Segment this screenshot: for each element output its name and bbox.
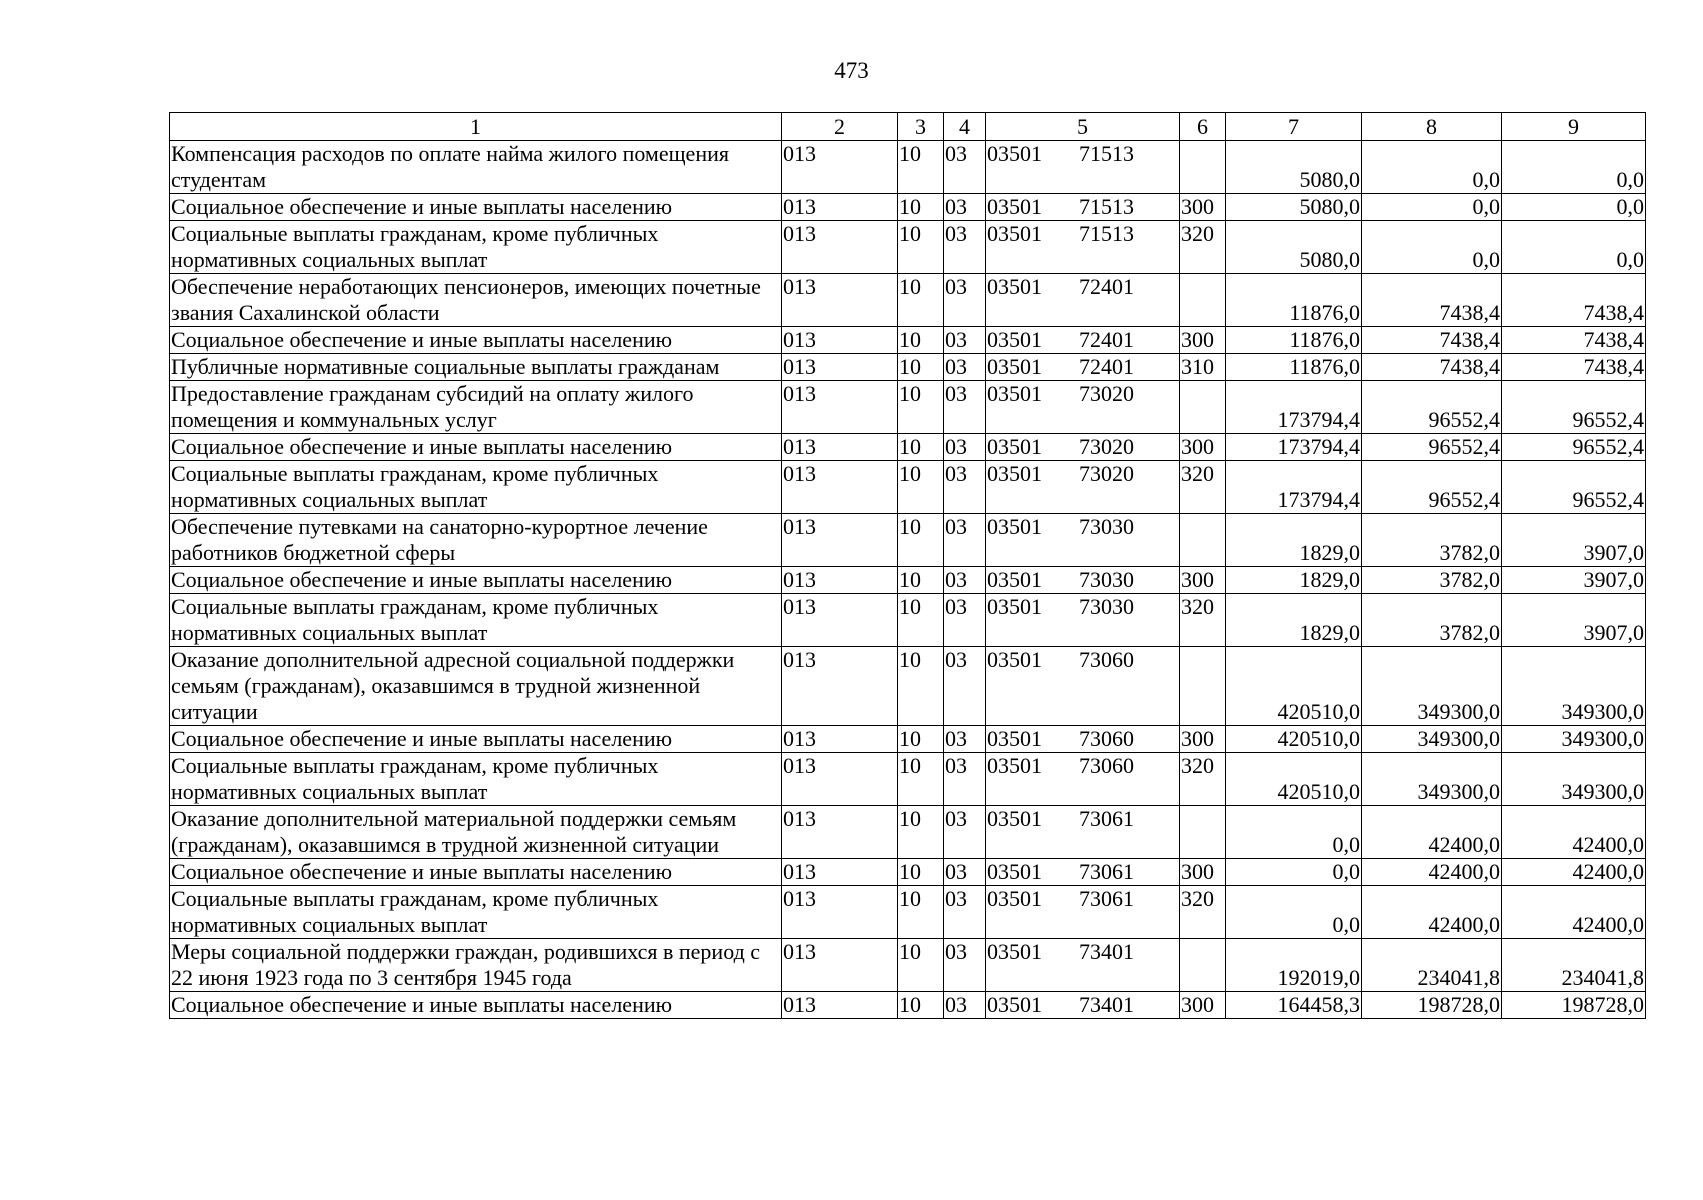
code-section: 10 — [898, 594, 944, 647]
code-target — [986, 514, 1180, 567]
table-row — [170, 434, 1646, 461]
amount-col-9: 0,0 — [1502, 141, 1646, 194]
code-direction: 73401 — [1079, 939, 1134, 964]
amount-col-9: 96552,4 — [1502, 434, 1646, 461]
header-cell-2: 2 — [782, 113, 898, 141]
amount-col-9: 42400,0 — [1502, 886, 1646, 939]
table-row — [170, 594, 1646, 647]
code-ministry: 013 — [782, 381, 898, 434]
amount-col-7: 1829,0 — [1226, 594, 1362, 647]
code-program: 03501 — [987, 354, 1042, 379]
table-row — [170, 327, 1646, 354]
amount-col-9: 7438,4 — [1502, 354, 1646, 381]
item-name: Социальное обеспечение и иные выплаты населению — [170, 992, 782, 1019]
code-section: 10 — [898, 886, 944, 939]
code-subsection: 03 — [944, 806, 986, 859]
code-target — [986, 594, 1180, 647]
amount-col-8: 3782,0 — [1362, 514, 1502, 567]
table-row — [170, 514, 1646, 567]
amount-col-8: 7438,4 — [1362, 274, 1502, 327]
code-section: 10 — [898, 221, 944, 274]
code-ministry: 013 — [782, 647, 898, 726]
code-ministry: 013 — [782, 434, 898, 461]
code-ministry: 013 — [782, 939, 898, 992]
amount-col-8: 96552,4 — [1362, 434, 1502, 461]
code-section: 10 — [898, 434, 944, 461]
amount-col-8: 349300,0 — [1362, 647, 1502, 726]
code-expense-type — [1180, 141, 1226, 194]
amount-col-8: 96552,4 — [1362, 461, 1502, 514]
code-program: 03501 — [987, 381, 1042, 406]
code-subsection: 03 — [944, 647, 986, 726]
table-row — [170, 647, 1646, 726]
code-program: 03501 — [987, 726, 1042, 751]
code-target — [986, 567, 1180, 594]
amount-col-7: 1829,0 — [1226, 567, 1362, 594]
code-expense-type: 320 — [1180, 221, 1226, 274]
code-section: 10 — [898, 753, 944, 806]
table-row — [170, 381, 1646, 434]
code-subsection: 03 — [944, 141, 986, 194]
amount-col-9: 349300,0 — [1502, 726, 1646, 753]
item-name: Компенсация расходов по оплате найма жилого помещения студентам — [170, 141, 782, 194]
amount-col-8: 198728,0 — [1362, 992, 1502, 1019]
amount-col-7: 11876,0 — [1226, 327, 1362, 354]
code-expense-type: 300 — [1180, 434, 1226, 461]
code-ministry: 013 — [782, 806, 898, 859]
amount-col-9: 96552,4 — [1502, 461, 1646, 514]
amount-col-9: 0,0 — [1502, 221, 1646, 274]
code-program: 03501 — [987, 461, 1042, 486]
code-target — [986, 992, 1180, 1019]
code-expense-type: 320 — [1180, 753, 1226, 806]
amount-col-9: 42400,0 — [1502, 806, 1646, 859]
code-section: 10 — [898, 141, 944, 194]
code-section: 10 — [898, 806, 944, 859]
code-expense-type — [1180, 514, 1226, 567]
code-program: 03501 — [987, 594, 1042, 619]
code-program: 03501 — [987, 567, 1042, 592]
code-program: 03501 — [987, 141, 1042, 166]
amount-col-9: 198728,0 — [1502, 992, 1646, 1019]
header-cell-7: 7 — [1226, 113, 1362, 141]
code-direction: 71513 — [1079, 141, 1134, 166]
code-program: 03501 — [987, 647, 1042, 672]
code-program: 03501 — [987, 992, 1042, 1017]
amount-col-8: 42400,0 — [1362, 806, 1502, 859]
item-name: Социальное обеспечение и иные выплаты населению — [170, 567, 782, 594]
code-program: 03501 — [987, 753, 1042, 778]
code-target — [986, 939, 1180, 992]
code-target — [986, 647, 1180, 726]
header-cell-9: 9 — [1502, 113, 1646, 141]
code-target — [986, 354, 1180, 381]
code-ministry: 013 — [782, 567, 898, 594]
code-section: 10 — [898, 354, 944, 381]
item-name: Оказание дополнительной адресной социальной поддержки семьям (гражданам), оказавшимся в трудной жизненной ситуации — [170, 647, 782, 726]
code-section: 10 — [898, 327, 944, 354]
code-program: 03501 — [987, 274, 1042, 299]
code-subsection: 03 — [944, 886, 986, 939]
page-number: 473 — [834, 58, 869, 83]
code-ministry: 013 — [782, 594, 898, 647]
item-name: Обеспечение путевками на санаторно-курортное лечение работников бюджетной сферы — [170, 514, 782, 567]
table-row — [170, 461, 1646, 514]
amount-col-7: 173794,4 — [1226, 461, 1362, 514]
code-program: 03501 — [987, 327, 1042, 352]
code-program: 03501 — [987, 514, 1042, 539]
amount-col-7: 0,0 — [1226, 806, 1362, 859]
code-expense-type: 320 — [1180, 886, 1226, 939]
amount-col-8: 42400,0 — [1362, 859, 1502, 886]
code-subsection: 03 — [944, 354, 986, 381]
code-subsection: 03 — [944, 594, 986, 647]
code-direction: 73030 — [1079, 514, 1134, 539]
code-ministry: 013 — [782, 274, 898, 327]
amount-col-8: 42400,0 — [1362, 886, 1502, 939]
code-direction: 73061 — [1079, 886, 1134, 911]
amount-col-9: 3907,0 — [1502, 594, 1646, 647]
amount-col-7: 173794,4 — [1226, 381, 1362, 434]
amount-col-9: 3907,0 — [1502, 514, 1646, 567]
amount-col-7: 1829,0 — [1226, 514, 1362, 567]
code-expense-type: 300 — [1180, 327, 1226, 354]
amount-col-8: 234041,8 — [1362, 939, 1502, 992]
code-direction: 73030 — [1079, 567, 1134, 592]
code-section: 10 — [898, 514, 944, 567]
code-program: 03501 — [987, 859, 1042, 884]
amount-col-9: 349300,0 — [1502, 753, 1646, 806]
amount-col-9: 7438,4 — [1502, 327, 1646, 354]
code-ministry: 013 — [782, 194, 898, 221]
code-subsection: 03 — [944, 859, 986, 886]
amount-col-8: 349300,0 — [1362, 753, 1502, 806]
item-name: Социальное обеспечение и иные выплаты населению — [170, 859, 782, 886]
code-ministry: 013 — [782, 327, 898, 354]
table-row — [170, 274, 1646, 327]
code-target — [986, 327, 1180, 354]
amount-col-9: 234041,8 — [1502, 939, 1646, 992]
code-ministry: 013 — [782, 141, 898, 194]
code-subsection: 03 — [944, 939, 986, 992]
amount-col-8: 3782,0 — [1362, 594, 1502, 647]
amount-col-9: 42400,0 — [1502, 859, 1646, 886]
item-name: Социальное обеспечение и иные выплаты населению — [170, 434, 782, 461]
amount-col-8: 0,0 — [1362, 194, 1502, 221]
amount-col-7: 11876,0 — [1226, 274, 1362, 327]
code-direction: 71513 — [1079, 194, 1134, 219]
amount-col-8: 349300,0 — [1362, 726, 1502, 753]
item-name: Социальные выплаты гражданам, кроме публичных нормативных социальных выплат — [170, 221, 782, 274]
code-subsection: 03 — [944, 514, 986, 567]
code-expense-type — [1180, 274, 1226, 327]
amount-col-7: 0,0 — [1226, 886, 1362, 939]
header-cell-6: 6 — [1180, 113, 1226, 141]
code-direction: 72401 — [1079, 274, 1134, 299]
item-name: Меры социальной поддержки граждан, родившихся в период с 22 июня 1923 года по 3 сентября 1945 года — [170, 939, 782, 992]
code-target — [986, 381, 1180, 434]
code-program: 03501 — [987, 434, 1042, 459]
code-target — [986, 461, 1180, 514]
code-section: 10 — [898, 726, 944, 753]
table-row — [170, 939, 1646, 992]
code-expense-type: 320 — [1180, 461, 1226, 514]
code-target — [986, 194, 1180, 221]
amount-col-7: 420510,0 — [1226, 647, 1362, 726]
code-target — [986, 726, 1180, 753]
amount-col-8: 7438,4 — [1362, 327, 1502, 354]
table-row — [170, 992, 1646, 1019]
code-direction: 73061 — [1079, 859, 1134, 884]
item-name: Социальные выплаты гражданам, кроме публичных нормативных социальных выплат — [170, 594, 782, 647]
code-target — [986, 806, 1180, 859]
code-expense-type: 300 — [1180, 567, 1226, 594]
code-subsection: 03 — [944, 194, 986, 221]
code-direction: 73061 — [1079, 806, 1134, 831]
code-section: 10 — [898, 992, 944, 1019]
code-section: 10 — [898, 381, 944, 434]
amount-col-7: 11876,0 — [1226, 354, 1362, 381]
code-direction: 73060 — [1079, 753, 1134, 778]
item-name: Социальные выплаты гражданам, кроме публичных нормативных социальных выплат — [170, 753, 782, 806]
code-expense-type — [1180, 939, 1226, 992]
table-row — [170, 806, 1646, 859]
code-section: 10 — [898, 567, 944, 594]
item-name: Социальные выплаты гражданам, кроме публичных нормативных социальных выплат — [170, 886, 782, 939]
code-ministry: 013 — [782, 221, 898, 274]
code-direction: 73030 — [1079, 594, 1134, 619]
item-name: Оказание дополнительной материальной поддержки семьям (гражданам), оказавшимся в трудной жизненной ситуации — [170, 806, 782, 859]
item-name: Предоставление гражданам субсидий на оплату жилого помещения и коммунальных услуг — [170, 381, 782, 434]
code-target — [986, 274, 1180, 327]
code-target — [986, 859, 1180, 886]
code-program: 03501 — [987, 221, 1042, 246]
code-program: 03501 — [987, 886, 1042, 911]
code-target — [986, 434, 1180, 461]
code-target — [986, 753, 1180, 806]
code-ministry: 013 — [782, 726, 898, 753]
code-expense-type — [1180, 381, 1226, 434]
amount-col-9: 349300,0 — [1502, 647, 1646, 726]
header-cell-3: 3 — [898, 113, 944, 141]
code-program: 03501 — [987, 806, 1042, 831]
item-name: Социальное обеспечение и иные выплаты населению — [170, 726, 782, 753]
code-subsection: 03 — [944, 274, 986, 327]
code-section: 10 — [898, 859, 944, 886]
code-target — [986, 141, 1180, 194]
amount-col-9: 3907,0 — [1502, 567, 1646, 594]
table-row — [170, 726, 1646, 753]
code-expense-type: 310 — [1180, 354, 1226, 381]
item-name: Публичные нормативные социальные выплаты гражданам — [170, 354, 782, 381]
code-expense-type: 300 — [1180, 992, 1226, 1019]
code-subsection: 03 — [944, 726, 986, 753]
code-ministry: 013 — [782, 886, 898, 939]
code-ministry: 013 — [782, 354, 898, 381]
table-row — [170, 886, 1646, 939]
table-row — [170, 859, 1646, 886]
header-cell-1: 1 — [170, 113, 782, 141]
amount-col-8: 7438,4 — [1362, 354, 1502, 381]
code-direction: 73060 — [1079, 647, 1134, 672]
code-expense-type: 300 — [1180, 726, 1226, 753]
budget-table — [169, 112, 1646, 1019]
table-row — [170, 194, 1646, 221]
code-program: 03501 — [987, 194, 1042, 219]
item-name: Обеспечение неработающих пенсионеров, имеющих почетные звания Сахалинской области — [170, 274, 782, 327]
amount-col-7: 173794,4 — [1226, 434, 1362, 461]
amount-col-7: 5080,0 — [1226, 221, 1362, 274]
code-expense-type: 320 — [1180, 594, 1226, 647]
code-section: 10 — [898, 939, 944, 992]
item-name: Социальное обеспечение и иные выплаты населению — [170, 194, 782, 221]
code-subsection: 03 — [944, 567, 986, 594]
amount-col-7: 164458,3 — [1226, 992, 1362, 1019]
amount-col-7: 5080,0 — [1226, 141, 1362, 194]
table-row — [170, 354, 1646, 381]
amount-col-9: 96552,4 — [1502, 381, 1646, 434]
code-direction: 73020 — [1079, 381, 1134, 406]
header-cell-5: 5 — [986, 113, 1180, 141]
code-direction: 73020 — [1079, 434, 1134, 459]
code-expense-type — [1180, 806, 1226, 859]
code-ministry: 013 — [782, 992, 898, 1019]
code-target — [986, 886, 1180, 939]
table-row — [170, 753, 1646, 806]
code-subsection: 03 — [944, 992, 986, 1019]
code-target — [986, 221, 1180, 274]
code-ministry: 013 — [782, 514, 898, 567]
code-subsection: 03 — [944, 327, 986, 354]
code-ministry: 013 — [782, 859, 898, 886]
code-subsection: 03 — [944, 753, 986, 806]
table-row — [170, 141, 1646, 194]
code-subsection: 03 — [944, 461, 986, 514]
amount-col-8: 0,0 — [1362, 221, 1502, 274]
table-row — [170, 567, 1646, 594]
amount-col-8: 0,0 — [1362, 141, 1502, 194]
code-section: 10 — [898, 274, 944, 327]
code-expense-type — [1180, 647, 1226, 726]
code-direction: 73020 — [1079, 461, 1134, 486]
code-ministry: 013 — [782, 461, 898, 514]
amount-col-8: 96552,4 — [1362, 381, 1502, 434]
code-subsection: 03 — [944, 381, 986, 434]
code-program: 03501 — [987, 939, 1042, 964]
amount-col-7: 192019,0 — [1226, 939, 1362, 992]
amount-col-9: 0,0 — [1502, 194, 1646, 221]
header-cell-4: 4 — [944, 113, 986, 141]
code-direction: 72401 — [1079, 354, 1134, 379]
code-section: 10 — [898, 647, 944, 726]
code-ministry: 013 — [782, 753, 898, 806]
code-section: 10 — [898, 194, 944, 221]
header-cell-8: 8 — [1362, 113, 1502, 141]
code-expense-type: 300 — [1180, 194, 1226, 221]
code-direction: 73060 — [1079, 726, 1134, 751]
code-direction: 71513 — [1079, 221, 1134, 246]
code-subsection: 03 — [944, 221, 986, 274]
code-expense-type: 300 — [1180, 859, 1226, 886]
header-row — [170, 113, 1646, 141]
table-row — [170, 221, 1646, 274]
code-direction: 73401 — [1079, 992, 1134, 1017]
amount-col-7: 420510,0 — [1226, 753, 1362, 806]
amount-col-8: 3782,0 — [1362, 567, 1502, 594]
code-direction: 72401 — [1079, 327, 1134, 352]
code-subsection: 03 — [944, 434, 986, 461]
item-name: Социальное обеспечение и иные выплаты населению — [170, 327, 782, 354]
amount-col-7: 420510,0 — [1226, 726, 1362, 753]
amount-col-7: 0,0 — [1226, 859, 1362, 886]
code-section: 10 — [898, 461, 944, 514]
amount-col-7: 5080,0 — [1226, 194, 1362, 221]
item-name: Социальные выплаты гражданам, кроме публичных нормативных социальных выплат — [170, 461, 782, 514]
amount-col-9: 7438,4 — [1502, 274, 1646, 327]
